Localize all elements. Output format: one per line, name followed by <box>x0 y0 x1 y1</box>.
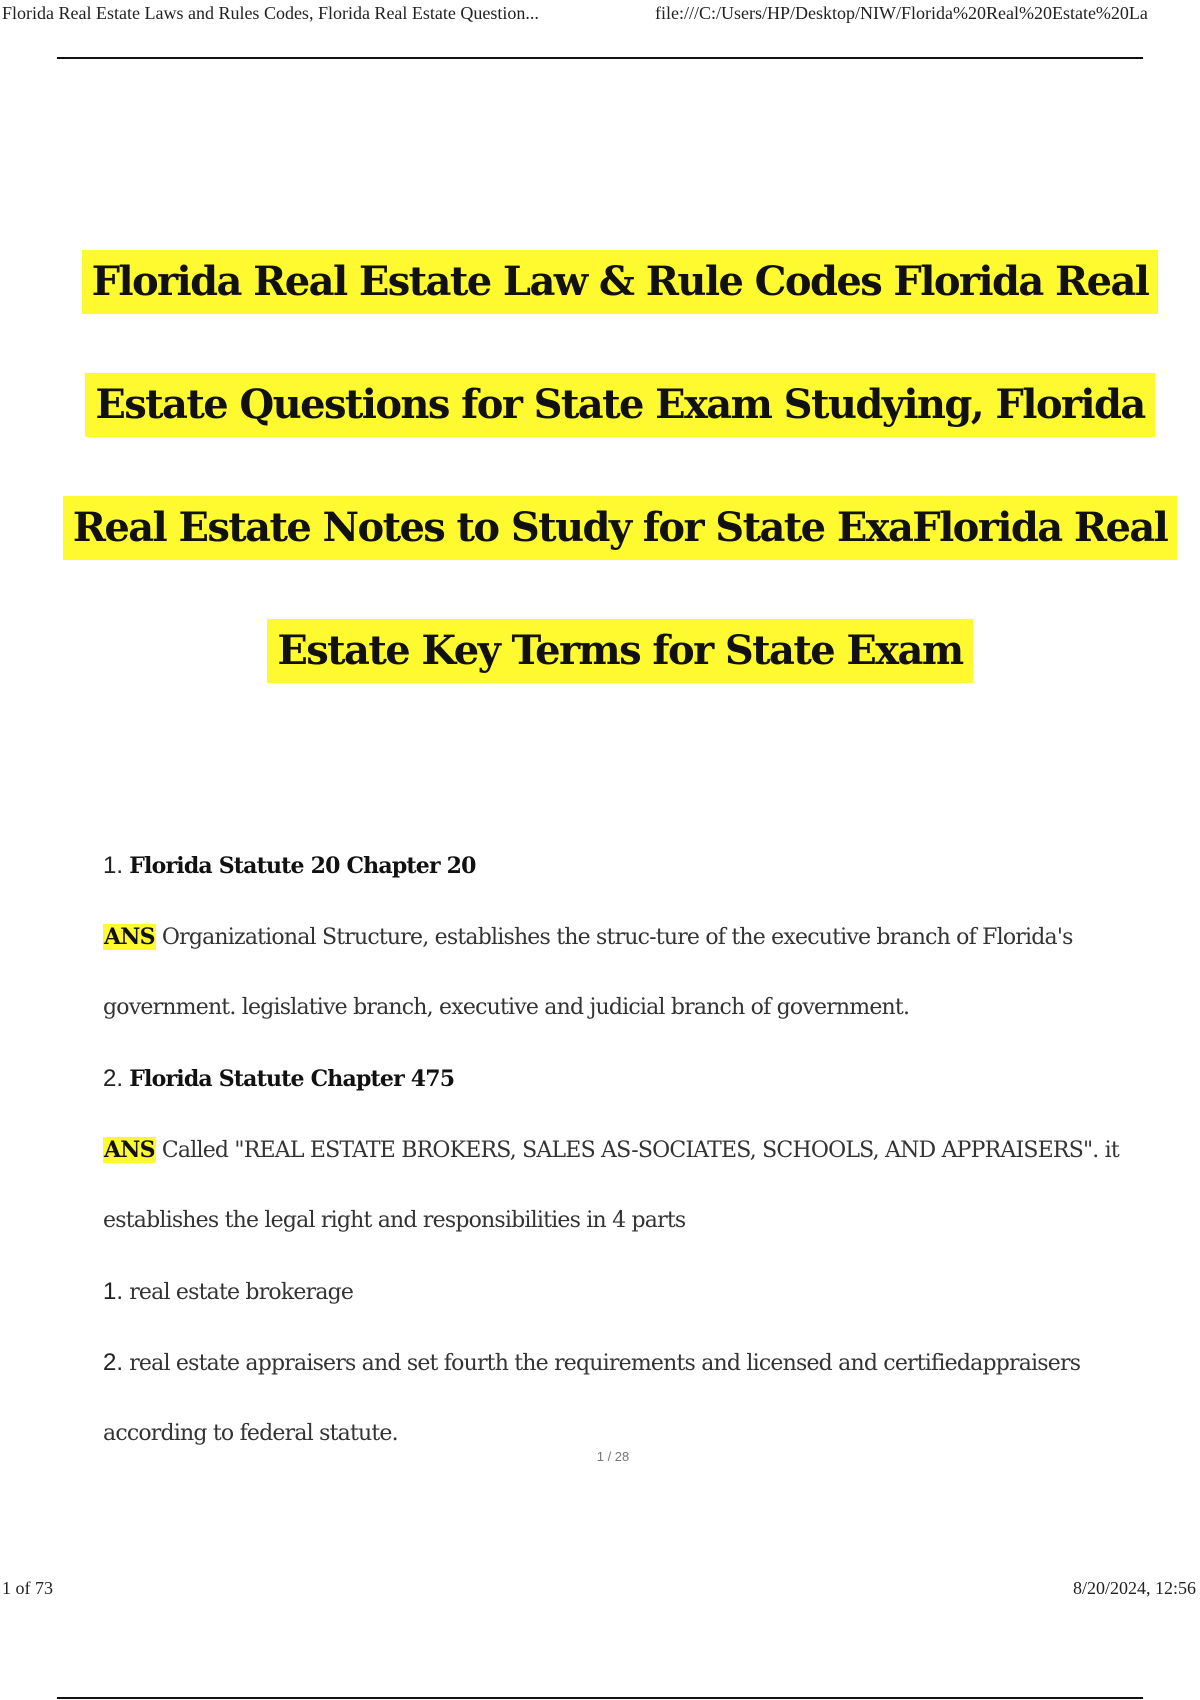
sub-item-2 <box>103 1342 1133 1413</box>
print-header-title: Florida Real Estate Laws and Rules Codes, Florida Real Estate Question... <box>2 3 539 23</box>
title-line-text: Real Estate Notes to Study for State ExaFlorida Real <box>63 496 1178 560</box>
print-datetime: 8/20/2024, 12:56 <box>1072 1578 1196 1598</box>
question-2 <box>103 1058 1133 1129</box>
sub-item-number: 2. <box>103 1349 124 1376</box>
title-line <box>60 373 1180 496</box>
question-1 <box>103 845 1133 916</box>
title-line <box>60 619 1180 742</box>
question-text: Florida Statute 20 Chapter 20 <box>129 853 476 879</box>
answer-text: establishes the legal right and responsibilities in 4 parts <box>103 1208 686 1233</box>
print-header-url: file:///C:/Users/HP/Desktop/NIW/Florida%20Real%20Estate%20La <box>655 3 1148 23</box>
question-number: 1. <box>103 852 124 879</box>
answer-text: Called "REAL ESTATE BROKERS, SALES AS-SOCIATES, SCHOOLS, AND APPRAISERS". it <box>161 1138 1119 1163</box>
title-line-text: Florida Real Estate Law & Rule Codes Florida Real <box>82 250 1159 314</box>
answer-text: Organizational Structure, establishes the struc-ture of the executive branch of Florida's <box>161 925 1073 950</box>
answer-1-line-1 <box>103 916 1133 987</box>
sub-item-number: 1. <box>103 1278 124 1305</box>
answer-1-line-2 <box>103 987 1133 1058</box>
sub-item-text: real estate appraisers and set fourth the requirements and licensed and certifiedappraisers <box>129 1351 1081 1376</box>
print-header <box>0 0 1200 30</box>
answer-text: government. legislative branch, executive and judicial branch of government. <box>103 995 910 1020</box>
sub-item-text: real estate brokerage <box>129 1280 354 1305</box>
header-divider <box>57 57 1143 59</box>
title-line-text: Estate Key Terms for State Exam <box>267 619 972 683</box>
answer-2-line-1 <box>103 1129 1133 1200</box>
footer-divider <box>57 1697 1143 1699</box>
print-page-count: 1 of 73 <box>2 1578 53 1598</box>
title-line <box>60 250 1180 373</box>
document-title <box>60 250 1180 742</box>
question-number: 2. <box>103 1065 124 1092</box>
answer-2-line-2 <box>103 1200 1133 1271</box>
title-line-text: Estate Questions for State Exam Studying, Florida <box>85 373 1154 437</box>
qa-content <box>103 845 1133 1484</box>
page-indicator: 1 / 28 <box>596 1449 630 1464</box>
question-text: Florida Statute Chapter 475 <box>129 1066 455 1092</box>
sub-item-1 <box>103 1271 1133 1342</box>
ans-label: ANS <box>104 1137 155 1163</box>
title-line <box>60 496 1180 619</box>
sub-item-text: according to federal statute. <box>103 1421 398 1446</box>
ans-label: ANS <box>104 924 155 950</box>
